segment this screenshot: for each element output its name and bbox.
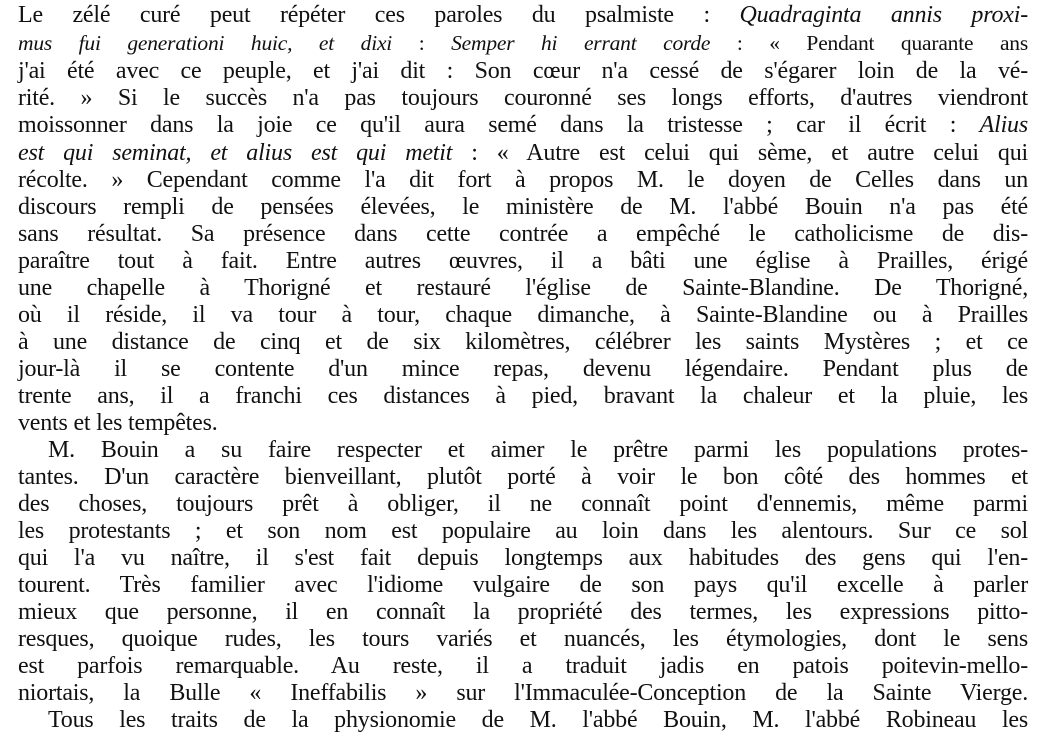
body-text: les protestants ; et son nom est populaire au loin dans les alentours. Sur ce sol <box>18 518 1028 544</box>
text-line <box>18 680 1028 706</box>
body-text: des choses, toujours prêt à obliger, il ne connaît point d'ennemis, même parmi <box>18 491 1028 517</box>
body-text: paraître tout à fait. Entre autres œuvres, il a bâti une église à Prailles, érigé <box>18 248 1028 274</box>
text-line <box>18 58 1028 84</box>
body-text: récolte. » Cependant comme l'a dit fort à propos M. le doyen de Celles dans un <box>18 167 1028 193</box>
body-text: rité. » Si le succès n'a pas toujours couronné ses longs efforts, d'autres viendront <box>18 85 1028 111</box>
text-line <box>18 572 1028 598</box>
body-text: une chapelle à Thorigné et restauré l'église de Sainte-Blandine. De Thorigné, <box>18 275 1028 301</box>
body-text: vents et les tempêtes. <box>18 410 218 436</box>
body-text: Le zélé curé peut répéter ces paroles du psalmiste : <box>18 2 740 28</box>
text-line <box>18 545 1028 571</box>
latin-quote-text: mus fui generationi huic, et dixi <box>18 31 393 55</box>
text-line <box>18 464 1028 490</box>
text-line <box>48 437 1028 463</box>
body-text: j'ai été avec ce peuple, et j'ai dit : Son cœur n'a cessé de s'égarer loin de la vé- <box>18 58 1028 84</box>
body-text: discours rempli de pensées élevées, le ministère de M. l'abbé Bouin n'a pas été <box>18 194 1028 220</box>
body-text: niortais, la Bulle « Ineffabilis » sur l'Immaculée-Conception de la Sainte Vierge. <box>18 680 1028 706</box>
body-text: mieux que personne, il en connaît la propriété des termes, les expressions pitto- <box>18 599 1028 625</box>
body-text: jour-là il se contente d'un mince repas, devenu légendaire. Pendant plus de <box>18 356 1028 382</box>
text-line <box>18 194 1028 220</box>
body-text: où il réside, il va tour à tour, chaque dimanche, à Sainte-Blandine ou à Prailles <box>18 302 1028 328</box>
body-text: qui l'a vu naître, il s'est fait depuis longtemps aux habitudes des gens qui l'en- <box>18 545 1028 571</box>
text-line <box>18 383 1028 409</box>
text-line <box>18 410 1028 436</box>
text-line <box>18 653 1028 679</box>
text-line <box>18 491 1028 517</box>
text-line <box>18 329 1028 355</box>
body-text: : <box>392 31 452 55</box>
text-line <box>48 707 1028 733</box>
text-line <box>18 302 1028 328</box>
text-line <box>18 30 1028 56</box>
body-text: Tous les traits de la physionomie de M. l'abbé Bouin, M. l'abbé Robineau les <box>48 707 1028 733</box>
text-line <box>18 275 1028 301</box>
text-line <box>18 85 1028 111</box>
text-line <box>18 167 1028 193</box>
body-text: resques, quoique rudes, les tours variés et nuancés, les étymologies, dont le sens <box>18 626 1028 652</box>
text-line <box>18 140 1028 166</box>
text-line <box>18 599 1028 625</box>
document-page <box>18 0 1028 748</box>
body-text: tantes. D'un caractère bienveillant, plutôt porté à voir le bon côté des hommes et <box>18 464 1028 490</box>
text-line <box>18 112 1028 138</box>
latin-quote-text: Quadraginta annis proxi- <box>739 2 1028 28</box>
latin-quote-text: Semper hi errant corde <box>451 31 711 55</box>
body-text: tourent. Très familier avec l'idiome vulgaire de son pays qu'il excelle à parler <box>18 572 1028 598</box>
body-text: est parfois remarquable. Au reste, il a traduit jadis en patois poitevin-mello- <box>18 653 1028 679</box>
body-text: M. Bouin a su faire respecter et aimer le prêtre parmi les populations protes- <box>48 437 1028 463</box>
body-text: sans résultat. Sa présence dans cette contrée a empêché le catholicisme de dis- <box>18 221 1028 247</box>
body-text: : « Autre est celui qui sème, et autre celui qui <box>452 140 1028 166</box>
text-line <box>18 248 1028 274</box>
body-text: moissonner dans la joie ce qu'il aura semé dans la tristesse ; car il écrit : <box>18 112 980 138</box>
body-text: : « Pendant quarante ans <box>710 31 1028 55</box>
latin-quote-text: Alius <box>979 112 1028 138</box>
latin-quote-text: est qui seminat, et alius est qui metit <box>18 140 453 166</box>
text-line <box>18 221 1028 247</box>
text-line <box>18 518 1028 544</box>
text-line <box>18 356 1028 382</box>
text-line <box>18 2 1028 28</box>
body-text: à une distance de cinq et de six kilomètres, célébrer les saints Mystères ; et ce <box>18 329 1028 355</box>
body-text: trente ans, il a franchi ces distances à pied, bravant la chaleur et la pluie, les <box>18 383 1028 409</box>
text-line <box>18 626 1028 652</box>
